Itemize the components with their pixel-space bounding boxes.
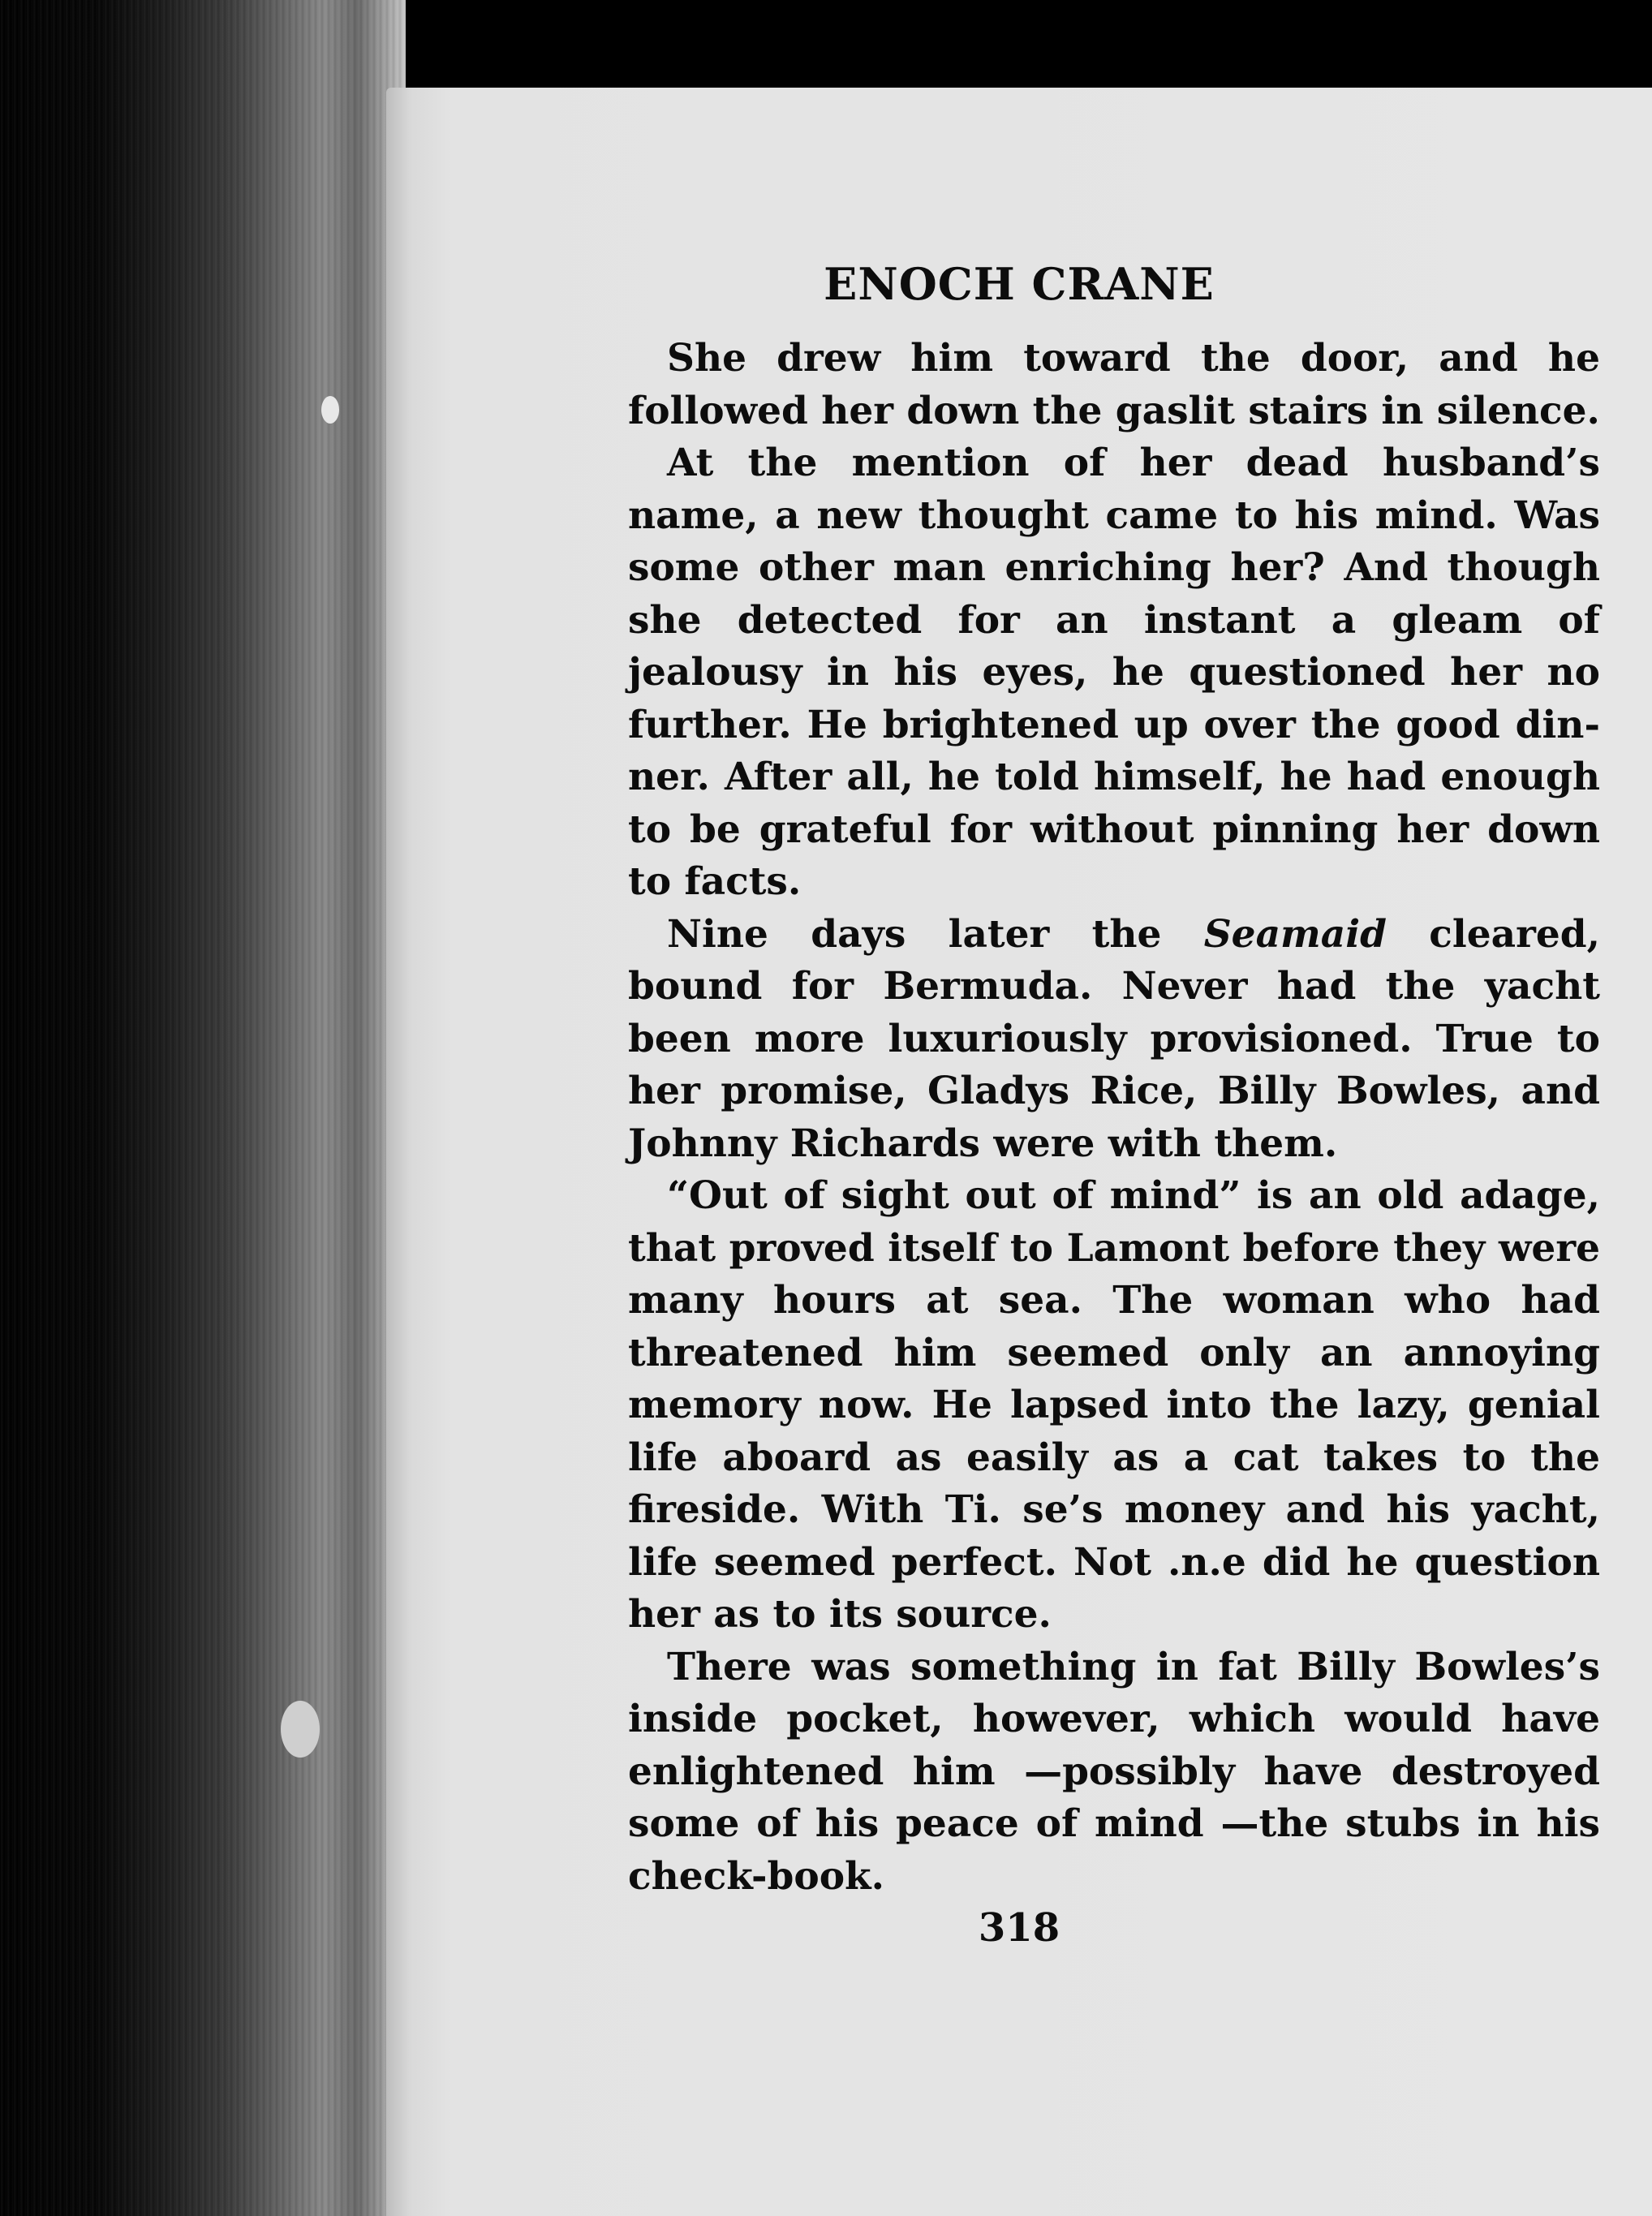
- paragraph: “Out of sight out of mind” is an old adage, that proved itself to Lamont before they were many hours at sea. The woman who had threatened him seemed only an annoying memory now. He lapsed into the lazy, genial life aboard as easily as a cat takes to the fireside. With Ti. se’s money and his yacht, life seemed perfect. Not .n.e did he question her as to its source.: [628, 1173, 1600, 1637]
- scan-blemish: [321, 396, 339, 424]
- book-gutter: [0, 0, 406, 2216]
- paragraph: At the mention of her dead husband’s name, a new thought came to his mind. Was some other man enriching her? And though she detected for an instant a gleam of jealousy in his eyes, he questioned her no further. He brightened up over the good dinner. After all, he told himself, he had enough to be grateful for without pinning her down to facts.: [628, 441, 1600, 904]
- paragraph-text: Nine days later the: [667, 911, 1204, 957]
- paragraph: [628, 909, 1600, 1171]
- running-head: ENOCH CRANE: [824, 258, 1215, 310]
- paragraph-text: cleared, bound for Bermuda. Never had the yacht been more luxuriously provisioned. True to her promise, Gladys Rice, Billy Bowles, and Johnny Richards were with them.: [628, 911, 1600, 1166]
- paragraph: There was something in fat Billy Bowles’s inside pocket, however, which would have enlightened him —possibly have destroyed some of his peace of mind —the stubs in his check-book.: [628, 1644, 1600, 1899]
- paragraph: She drew him toward the door, and he followed her down the gaslit stairs in silence.: [628, 336, 1600, 433]
- ship-name: Seamaid: [1203, 911, 1387, 957]
- scan-blemish: [281, 1701, 320, 1758]
- page-body-text: [628, 333, 1600, 1903]
- page-number: 318: [978, 1905, 1060, 1951]
